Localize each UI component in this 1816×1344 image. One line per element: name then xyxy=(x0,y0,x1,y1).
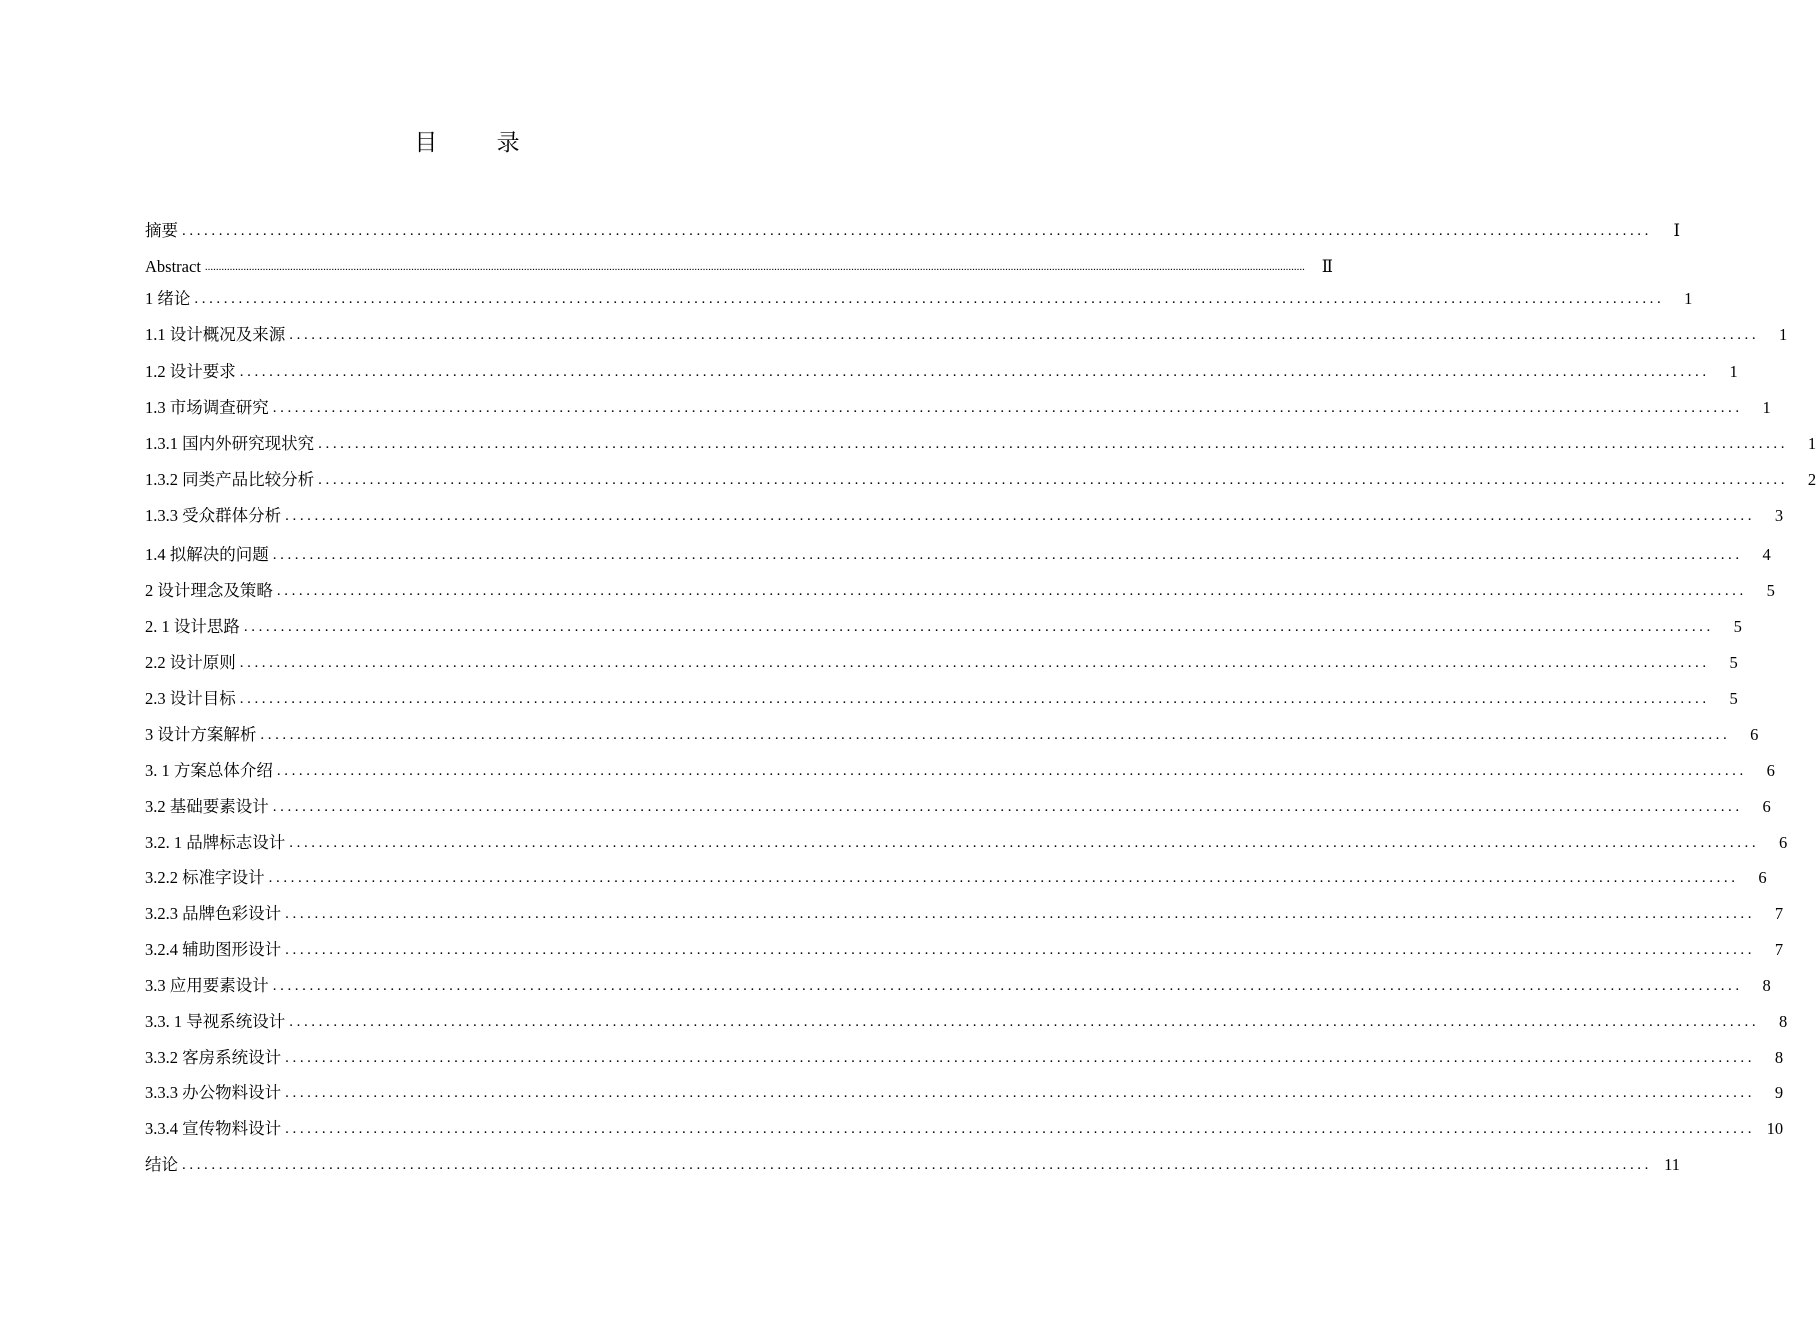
toc-leader-dots: ........................................................................................................................................................................................................ xyxy=(289,1014,1760,1030)
toc-entry[interactable] xyxy=(145,1116,1784,1140)
toc-entry[interactable] xyxy=(145,1045,1784,1069)
toc-entry[interactable] xyxy=(145,578,1775,602)
toc-entry-abstract-en[interactable] xyxy=(145,254,1333,278)
toc-entry[interactable] xyxy=(145,542,1771,566)
toc-entry[interactable] xyxy=(145,865,1767,889)
toc-entry-abstract-cn[interactable] xyxy=(145,218,1680,242)
toc-leader-dots: ........................................................................................................................................................................................................ xyxy=(260,727,1731,743)
toc-entry-label: 1.3.3 受众群体分析 xyxy=(145,506,282,525)
toc-entry-page: 11 xyxy=(1664,1155,1680,1174)
toc-entry[interactable] xyxy=(145,686,1738,710)
toc-entry-label: 3.3.3 办公物料设计 xyxy=(145,1083,282,1102)
toc-leader-dots: ................................................................................................................................................................................................................................................................................................................................................................................................................ xyxy=(204,261,1305,273)
toc-entry[interactable] xyxy=(145,830,1788,854)
toc-leader-dots: ........................................................................................................................................................................................................ xyxy=(182,223,1652,239)
toc-entry-conclusion[interactable] xyxy=(145,1152,1680,1176)
toc-leader-dots: ........................................................................................................................................................................................................ xyxy=(268,870,1739,886)
toc-entry-label: 结论 xyxy=(145,1155,178,1174)
toc-entry-label: 3.2. 1 品牌标志设计 xyxy=(145,833,286,852)
toc-entry[interactable] xyxy=(145,431,1816,455)
toc-entry-label: Abstract xyxy=(145,257,201,276)
toc-leader-dots: ........................................................................................................................................................................................................ xyxy=(289,327,1760,343)
toc-entry-page: 5 xyxy=(1729,653,1738,672)
toc-entry-page: 1 xyxy=(1684,289,1693,308)
toc-entry[interactable] xyxy=(145,937,1784,961)
toc-leader-dots: ........................................................................................................................................................................................................ xyxy=(285,1085,1756,1101)
toc-leader-dots: ........................................................................................................................................................................................................ xyxy=(289,835,1760,851)
toc-leader-dots: ........................................................................................................................................................................................................ xyxy=(285,1050,1756,1066)
toc-entry[interactable] xyxy=(145,395,1771,419)
toc-leader-dots: ........................................................................................................................................................................................................ xyxy=(243,619,1714,635)
toc-leader-dots: ........................................................................................................................................................................................................ xyxy=(239,364,1710,380)
toc-leader-dots: ........................................................................................................................................................................................................ xyxy=(272,799,1743,815)
toc-leader-dots: ........................................................................................................................................................................................................ xyxy=(272,400,1743,416)
toc-entry-page: 5 xyxy=(1733,617,1742,636)
toc-entry-page: 7 xyxy=(1774,940,1784,959)
page-title: 目 录 xyxy=(414,130,546,156)
toc-entry-label: 3.2.4 辅助图形设计 xyxy=(145,940,282,959)
toc-entry-page: 1 xyxy=(1729,362,1738,381)
toc-leader-dots: ........................................................................................................................................................................................................ xyxy=(182,1157,1652,1173)
toc-entry-label: 3.3. 1 导视系统设计 xyxy=(145,1012,286,1031)
toc-entry-label: 3.3.4 宣传物料设计 xyxy=(145,1119,282,1138)
toc-entry-label: 3.2.3 品牌色彩设计 xyxy=(145,904,282,923)
toc-entry-page: Ⅰ xyxy=(1673,221,1680,240)
toc-entry-page: 2 xyxy=(1807,470,1816,489)
toc-leader-dots: ........................................................................................................................................................................................................ xyxy=(276,583,1747,599)
toc-entry-label: 1 绪论 xyxy=(145,289,191,308)
toc-entry[interactable] xyxy=(145,286,1693,310)
toc-entry-page: 3 xyxy=(1774,506,1784,525)
toc-entry[interactable] xyxy=(145,322,1788,346)
toc-entry-page: 5 xyxy=(1766,581,1775,600)
toc-entry-label: 1.3 市场调查研究 xyxy=(145,398,269,417)
toc-entry[interactable] xyxy=(145,1080,1784,1104)
toc-entry-page: 1 xyxy=(1779,325,1788,344)
toc-leader-dots: ........................................................................................................................................................................................................ xyxy=(285,508,1756,524)
toc-entry-page: 7 xyxy=(1774,904,1784,923)
toc-entry-label: 1.4 拟解决的问题 xyxy=(145,545,269,564)
toc-entry-page: 6 xyxy=(1758,868,1767,887)
toc-leader-dots: ........................................................................................................................................................................................................ xyxy=(194,291,1665,307)
toc-entry-label: 3.2 基础要素设计 xyxy=(145,797,269,816)
toc-entry[interactable] xyxy=(145,1009,1788,1033)
toc-entry[interactable] xyxy=(145,614,1742,638)
toc-entry-label: 2.2 设计原则 xyxy=(145,653,236,672)
toc-entry-page: 5 xyxy=(1729,689,1738,708)
toc-entry-label: 1.1 设计概况及来源 xyxy=(145,325,286,344)
toc-leader-dots: ........................................................................................................................................................................................................ xyxy=(285,906,1756,922)
toc-entry[interactable] xyxy=(145,650,1738,674)
toc-entry-page: 6 xyxy=(1779,833,1788,852)
toc-leader-dots: ........................................................................................................................................................................................................ xyxy=(285,942,1756,958)
toc-entry-label: 2.3 设计目标 xyxy=(145,689,236,708)
toc-leader-dots: ........................................................................................................................................................................................................ xyxy=(272,978,1743,994)
toc-entry-label: 3. 1 方案总体介绍 xyxy=(145,761,273,780)
toc-entry[interactable] xyxy=(145,503,1784,527)
toc-entry-label: 3.3 应用要素设计 xyxy=(145,976,269,995)
toc-entry-label: 3.2.2 标准字设计 xyxy=(145,868,265,887)
toc-entry[interactable] xyxy=(145,722,1759,746)
toc-entry-page: 1 xyxy=(1762,398,1771,417)
toc-entry-page: 6 xyxy=(1750,725,1759,744)
toc-entry-label: 3 设计方案解析 xyxy=(145,725,257,744)
toc-entry[interactable] xyxy=(145,359,1738,383)
toc-entry-page: 1 xyxy=(1807,434,1816,453)
toc-leader-dots: ........................................................................................................................................................................................................ xyxy=(318,436,1789,452)
toc-entry[interactable] xyxy=(145,973,1771,997)
toc-entry-label: 1.3.2 同类产品比较分析 xyxy=(145,470,315,489)
toc-leader-dots: ........................................................................................................................................................................................................ xyxy=(318,472,1789,488)
toc-leader-dots: ........................................................................................................................................................................................................ xyxy=(276,763,1747,779)
toc-entry-label: 1.2 设计要求 xyxy=(145,362,236,381)
toc-entry-page: 6 xyxy=(1762,797,1771,816)
toc-entry[interactable] xyxy=(145,794,1771,818)
toc-entry-page: 9 xyxy=(1774,1083,1784,1102)
toc-entry-label: 摘要 xyxy=(145,221,178,240)
toc-leader-dots: ........................................................................................................................................................................................................ xyxy=(239,655,1710,671)
toc-leader-dots: ........................................................................................................................................................................................................ xyxy=(239,691,1710,707)
toc-entry-page: Ⅱ xyxy=(1321,257,1333,276)
toc-entry-label: 2. 1 设计思路 xyxy=(145,617,240,636)
toc-entry-page: 8 xyxy=(1762,976,1771,995)
toc-entry-page: 4 xyxy=(1762,545,1771,564)
toc-entry[interactable] xyxy=(145,901,1784,925)
toc-entry-page: 8 xyxy=(1779,1012,1788,1031)
toc-leader-dots: ........................................................................................................................................................................................................ xyxy=(272,547,1743,563)
toc-entry-label: 2 设计理念及策略 xyxy=(145,581,273,600)
toc-entry[interactable] xyxy=(145,467,1816,491)
toc-entry-page: 6 xyxy=(1766,761,1775,780)
toc-leader-dots: ........................................................................................................................................................................................................ xyxy=(285,1121,1756,1137)
toc-entry-label: 3.3.2 客房系统设计 xyxy=(145,1048,282,1067)
toc-entry-page: 10 xyxy=(1766,1119,1784,1138)
toc-entry-page: 8 xyxy=(1774,1048,1784,1067)
toc-entry[interactable] xyxy=(145,758,1775,782)
toc-entry-label: 1.3.1 国内外研究现状究 xyxy=(145,434,315,453)
